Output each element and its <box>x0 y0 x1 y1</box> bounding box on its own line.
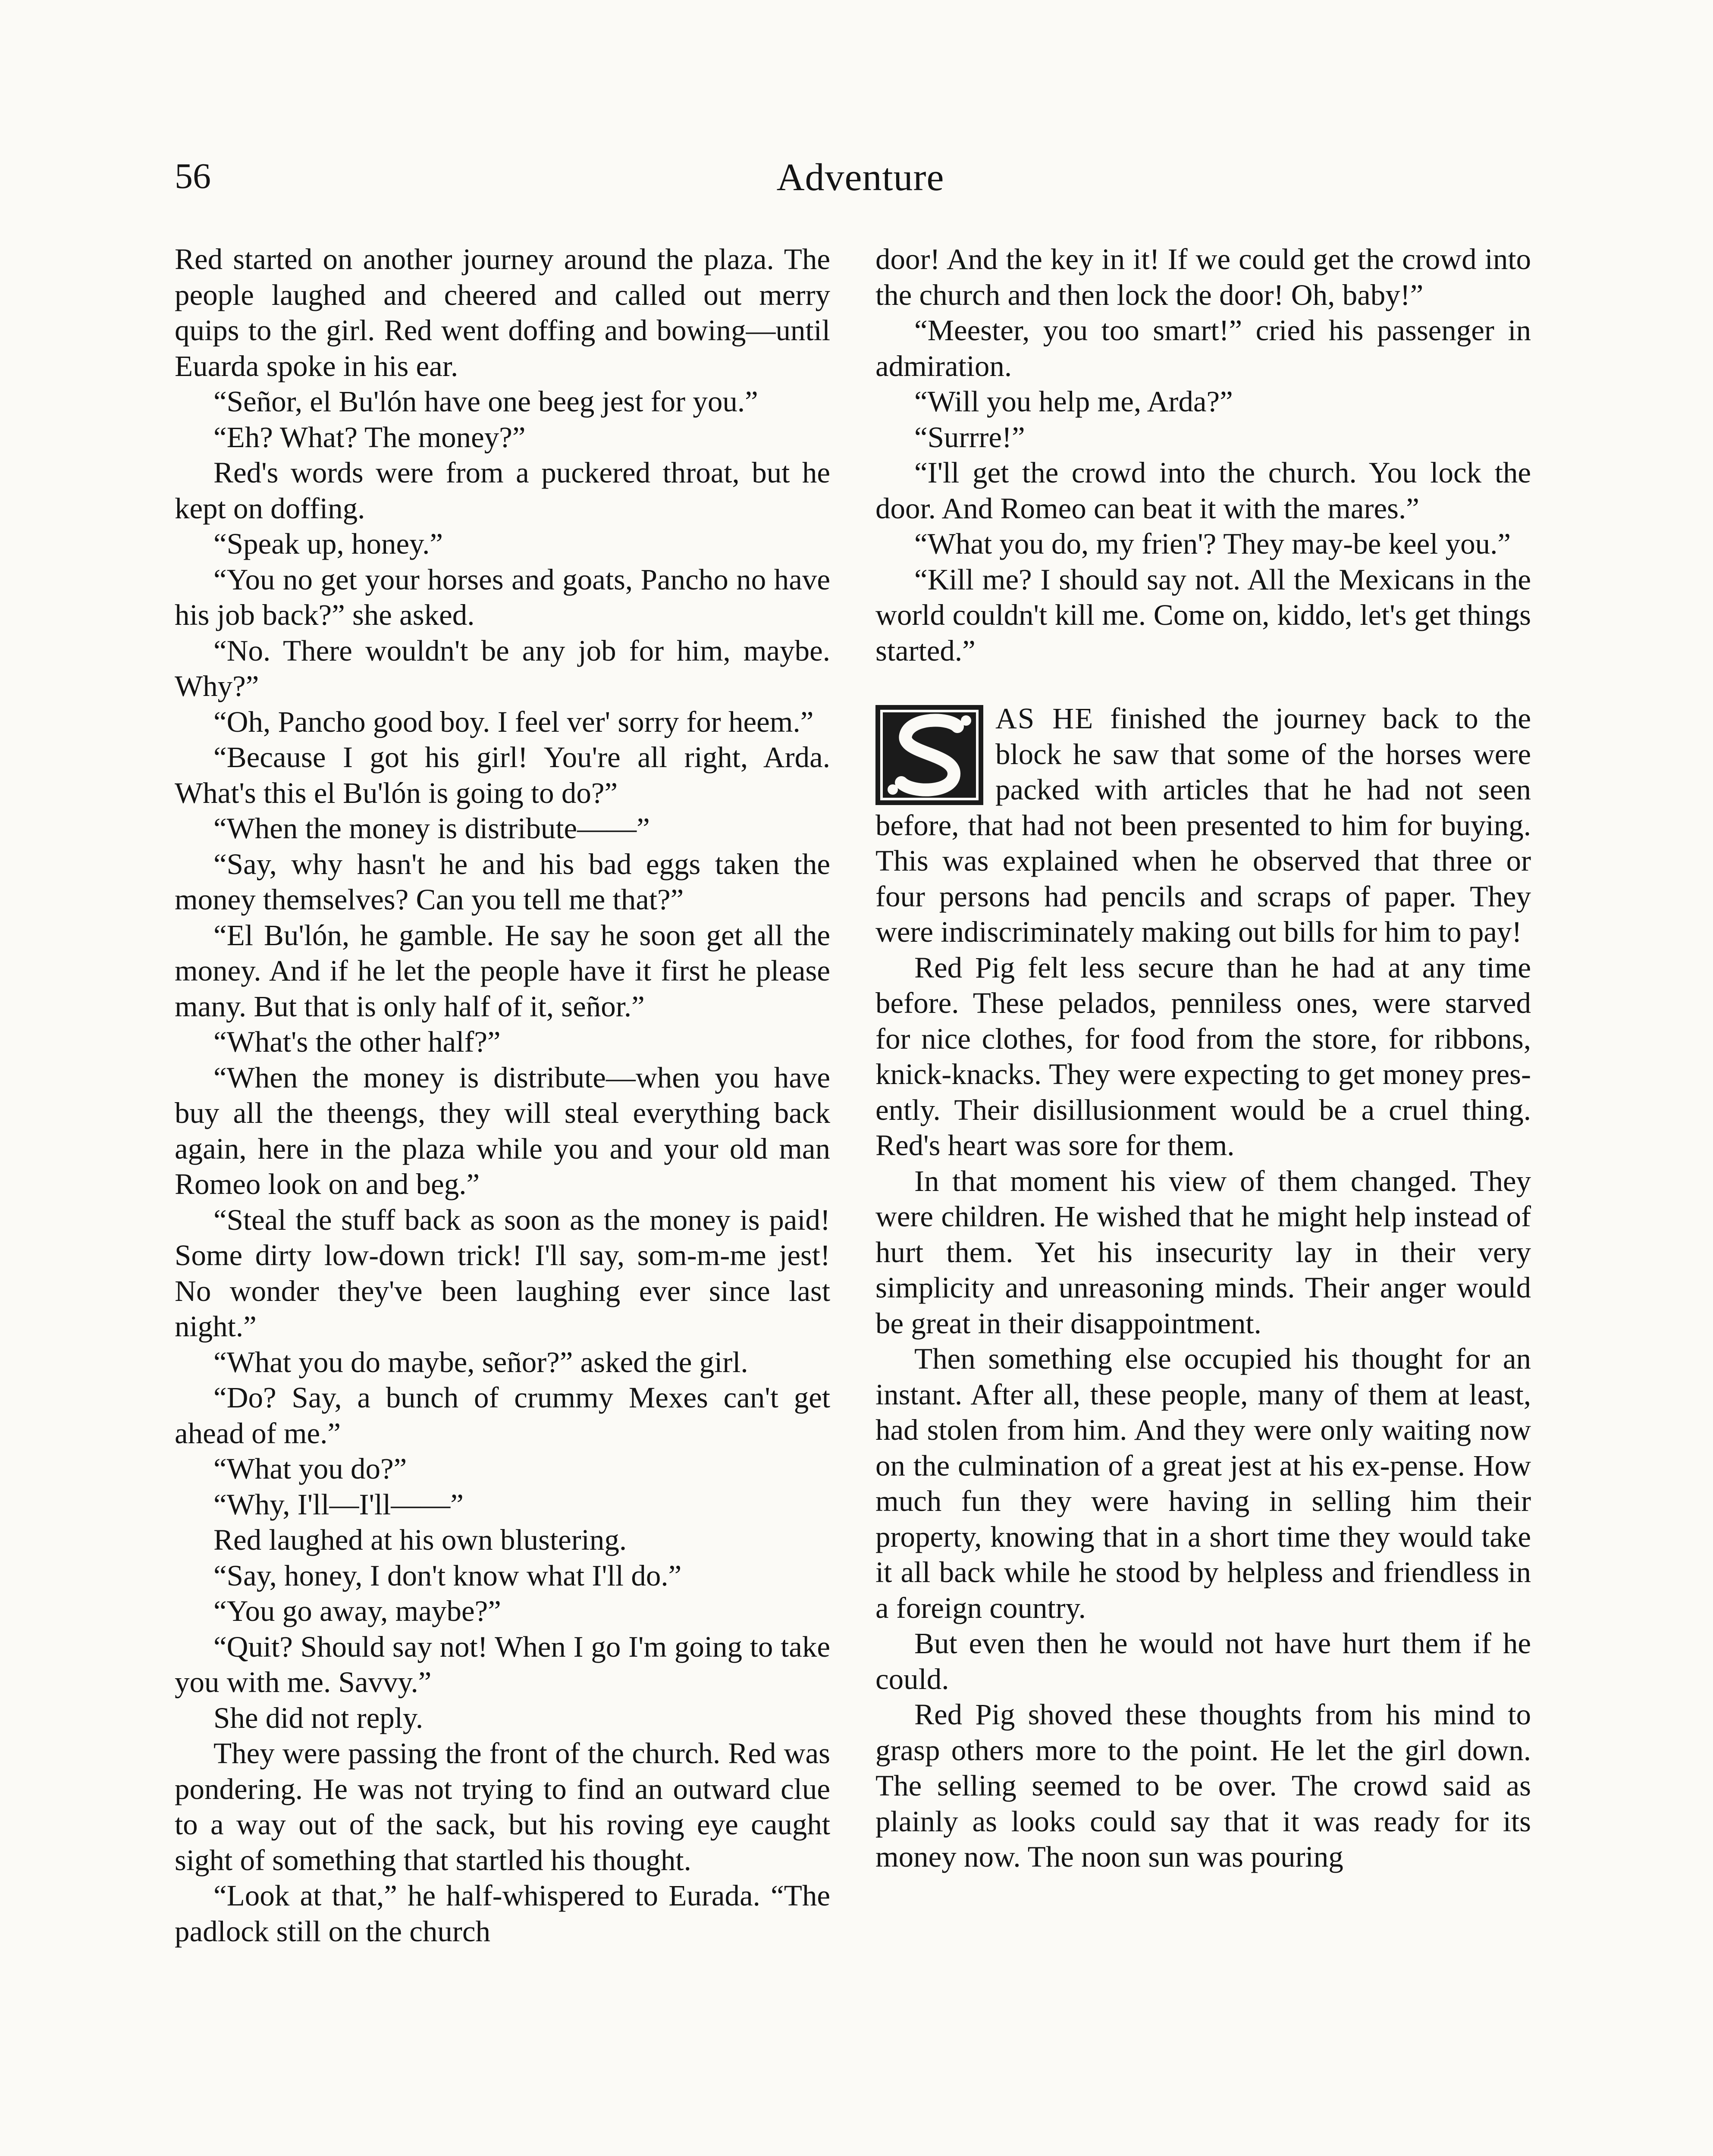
paragraph: “Señor, el Bu'lón have one beeg jest for you.” <box>213 385 758 418</box>
paragraph: “Look at that,” he half-whispered to Eurada. “The padlock still on the church <box>175 1879 830 1948</box>
paragraph: “What's the other half?” <box>213 1025 501 1058</box>
left-column <box>175 241 830 1949</box>
paragraph: “Eh? What? The money?” <box>213 420 526 454</box>
paragraph: “Will you help me, Arda?” <box>914 385 1233 418</box>
paragraph: Red laughed at his own blustering. <box>213 1523 627 1556</box>
page-number: 56 <box>175 156 211 196</box>
paragraph: “Kill me? I should say not. All the Mexicans in the world couldn't kill me. Come on, kiddo, let's get things started.” <box>875 563 1531 667</box>
paragraph: “Steal the stuff back as soon as the money is paid! Some dirty low-down trick! I'll say, som-m-me jest! No wonder they've been laughing ever since last night.” <box>175 1203 830 1343</box>
paragraph: “Because I got his girl! You're all right, Arda. What's this el Bu'lón is going to do?” <box>175 741 830 809</box>
right-column <box>875 241 1531 1875</box>
opening-smallcaps: AS HE <box>995 702 1094 735</box>
paragraph: “What you do maybe, señor?” asked the girl. <box>213 1345 748 1379</box>
paragraph: In that moment his view of them changed. They were children. He wished that he might help instead of hurt them. Yet his insecurity lay in their very simplicity and unreasoning minds. Their anger would be great in their disappointment. <box>875 1164 1531 1340</box>
paragraph: “Surrre!” <box>914 420 1025 454</box>
paragraph: door! And the key in it! If we could get the crowd into the church and then lock the door! Oh, baby!” <box>875 243 1531 311</box>
page-header <box>175 155 1546 207</box>
paragraph: They were passing the front of the church. Red was pondering. He was not trying to find an outward clue to a way out of the sack, but his roving eye caught sight of something that startled his thought. <box>175 1737 830 1877</box>
paragraph: “Oh, Pancho good boy. I feel ver' sorry for heem.” <box>213 705 814 738</box>
paragraph: But even then he would not have hurt them if he could. <box>875 1627 1531 1695</box>
paragraph: Then something else occupied his thought for an instant. After all, these people, many of them at least, had stolen from him. And they were only waiting now on the culmination of a great jest at his ex-pense. How much fun they were having in selling him their property, knowing that in a short time they would take it all back while he stood by helpless and friendless in a foreign country. <box>875 1342 1531 1624</box>
paragraph: “When the money is distribute——” <box>213 812 650 845</box>
paragraph: “Speak up, honey.” <box>213 527 443 560</box>
paragraph: “You go away, maybe?” <box>213 1595 501 1627</box>
dropcap-s-icon <box>875 705 983 805</box>
paragraph: She did not reply. <box>213 1701 424 1734</box>
paragraph: “What you do?” <box>213 1452 407 1485</box>
paragraph: “Why, I'll—I'll——” <box>213 1488 464 1521</box>
paragraph: “Say, why hasn't he and his bad eggs taken the money themselves? Can you tell me that?” <box>175 847 830 916</box>
paragraph: “Do? Say, a bunch of crummy Mexes can't get ahead of me.” <box>175 1381 830 1450</box>
paragraph: “Meester, you too smart!” cried his passenger in admiration. <box>875 314 1531 382</box>
paragraph: Red Pig felt less secure than he had at any time before. These pelados, penniless ones, were starved for nice clothes, for food from the store, for ribbons, knick-knacks. They were expecting to get money pres-ently. Their disillusionment would be a cruel thing. Red's heart was sore for them. <box>875 951 1531 1162</box>
paragraph: “When the money is distribute—when you have buy all the theengs, they will steal everything back again, here in the plaza while you and your old man Romeo look on and beg.” <box>175 1061 830 1200</box>
dropcap-ornament <box>875 705 983 805</box>
paragraph: “Quit? Should say not! When I go I'm going to take you with me. Savvy.” <box>175 1630 830 1698</box>
running-head: Adventure <box>776 156 944 199</box>
paragraph: Red Pig shoved these thoughts from his mind to grasp others more to the point. He let the girl down. The selling seemed to be over. The crowd said as plainly as looks could say that it was ready for its money now. The noon sun was pouring <box>875 1698 1531 1873</box>
paragraph: “You no get your horses and goats, Pancho no have his job back?” she asked. <box>175 563 830 631</box>
section-opening <box>875 701 1531 950</box>
paragraph: Red started on another journey around the plaza. The people laughed and cheered and called out merry quips to the girl. Red went doffing and bowing—until Euarda spoke in his ear. <box>175 243 830 382</box>
opening-text: finished the journey back to the block he saw that some of the horses were packed with articles that he had not seen before, that had not been presented to him for buying. This was explained when he observed that three or four persons had pencils and scraps of paper. They were indiscriminately making out bills for him to pay! <box>875 702 1531 948</box>
paragraph: “No. There wouldn't be any job for him, maybe. Why?” <box>175 634 830 702</box>
paragraph: “I'll get the crowd into the church. You lock the door. And Romeo can beat it with the mares.” <box>875 456 1531 525</box>
paragraph: “Say, honey, I don't know what I'll do.” <box>213 1559 682 1592</box>
paragraph: Red's words were from a puckered throat, but he kept on doffing. <box>175 456 830 525</box>
paragraph: “El Bu'lón, he gamble. He say he soon get all the money. And if he let the people have it first he please many. But that is only half of it, señor.” <box>175 918 830 1023</box>
paragraph: “What you do, my frien'? They may-be keel you.” <box>914 527 1511 560</box>
